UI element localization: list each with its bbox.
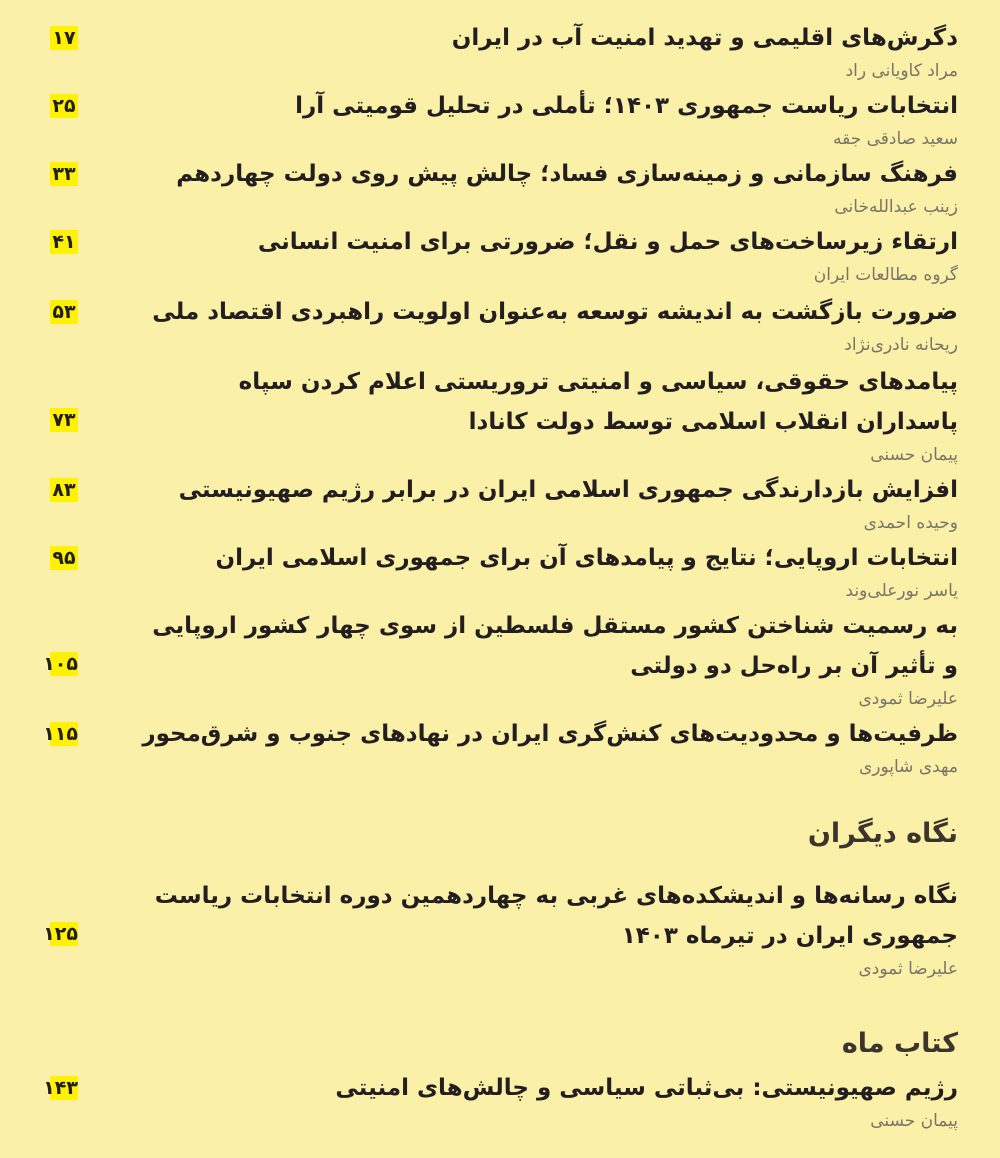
page-number: ۹۵ [50,546,78,570]
entry-author: سعید صادقی جقه [832,129,958,149]
toc-entry [138,538,958,604]
entry-author: علیرضا ثمودی [858,689,958,709]
page-number: ۴۱ [50,230,78,254]
section-heading-others-view: نگاه دیگران [807,818,958,849]
toc-entry [138,876,958,982]
section-heading-book-of-month: کتاب ماه [841,1028,958,1059]
entry-author: علیرضا ثمودی [858,959,958,979]
toc-entry [138,18,958,84]
entry-title: فرهنگ سازمانی و زمینه‌سازی فساد؛ چالش پیش روی دولت چهاردهم [176,161,958,187]
toc-entry [138,86,958,152]
page-number: ۱۷ [50,26,78,50]
entry-author: وحیده احمدی [863,513,958,533]
page-number: ۵۳ [50,300,78,324]
page-number: ۱۱۵ [43,723,78,745]
page-number: ۳۳ [50,162,78,186]
toc-entry [138,470,958,536]
entry-title: نگاه رسانه‌ها و اندیشکده‌های غربی به چهاردهمین دوره انتخابات ریاست جمهوری ایران در تیرماه ۱۴۰۳ [154,883,958,949]
entry-title: ضرورت بازگشت به اندیشه توسعه به‌عنوان اولویت راهبردی اقتصاد ملی [152,299,958,325]
entry-title: افزایش بازدارندگی جمهوری اسلامی ایران در برابر رژیم صهیونیستی [178,477,958,503]
entry-title: ظرفیت‌ها و محدودیت‌های کنش‌گری ایران در نهادهای جنوب و شرق‌محور [142,721,958,747]
entry-title: پیامدهای حقوقی، سیاسی و امنیتی تروریستی اعلام کردن سپاه پاسداران انقلاب اسلامی توسط دولت کانادا [238,369,958,435]
entry-author: گروه مطالعات ایران [813,265,958,285]
page-number: ۱۲۵ [43,923,78,945]
entry-author: پیمان حسنی [870,445,958,465]
entry-title: به رسمیت شناختن کشور مستقل فلسطین از سوی چهار کشور اروپایی و تأثیر آن بر راه‌حل دو دولتی [152,613,958,679]
page-number: ۷۳ [50,408,78,432]
toc-entry [138,606,958,712]
entry-title: انتخابات ریاست جمهوری ۱۴۰۳؛ تأملی در تحلیل قومیتی آرا [295,93,958,119]
toc-entry [138,292,958,358]
toc-entry [138,362,958,468]
page-number: ۲۵ [50,94,78,118]
entry-author: یاسر نورعلی‌وند [845,581,958,601]
page-number: ۸۳ [50,478,78,502]
toc-entry [138,154,958,220]
entry-author: مراد کاویانی راد [845,61,958,81]
entry-title: رژیم صهیونیستی: بی‌ثباتی سیاسی و چالش‌های امنیتی [335,1075,958,1101]
entry-author: ریحانه نادری‌نژاد [844,335,958,355]
page-number: ۱۴۳ [43,1077,78,1099]
entry-author: پیمان حسنی [870,1111,958,1131]
toc-entry [138,1068,958,1134]
entry-title: ارتقاء زیرساخت‌های حمل و نقل؛ ضرورتی برای امنیت انسانی [257,229,958,255]
entry-author: زینب عبدالله‌خانی [834,197,958,217]
entry-title: دگرش‌های اقلیمی و تهدید امنیت آب در ایران [451,25,958,51]
entry-author: مهدی شاپوری [858,757,958,777]
toc-entry [138,714,958,780]
entry-title: انتخابات اروپایی؛ نتایج و پیامدهای آن برای جمهوری اسلامی ایران [215,545,958,571]
toc-entry [138,222,958,288]
page-number: ۱۰۵ [43,653,78,675]
